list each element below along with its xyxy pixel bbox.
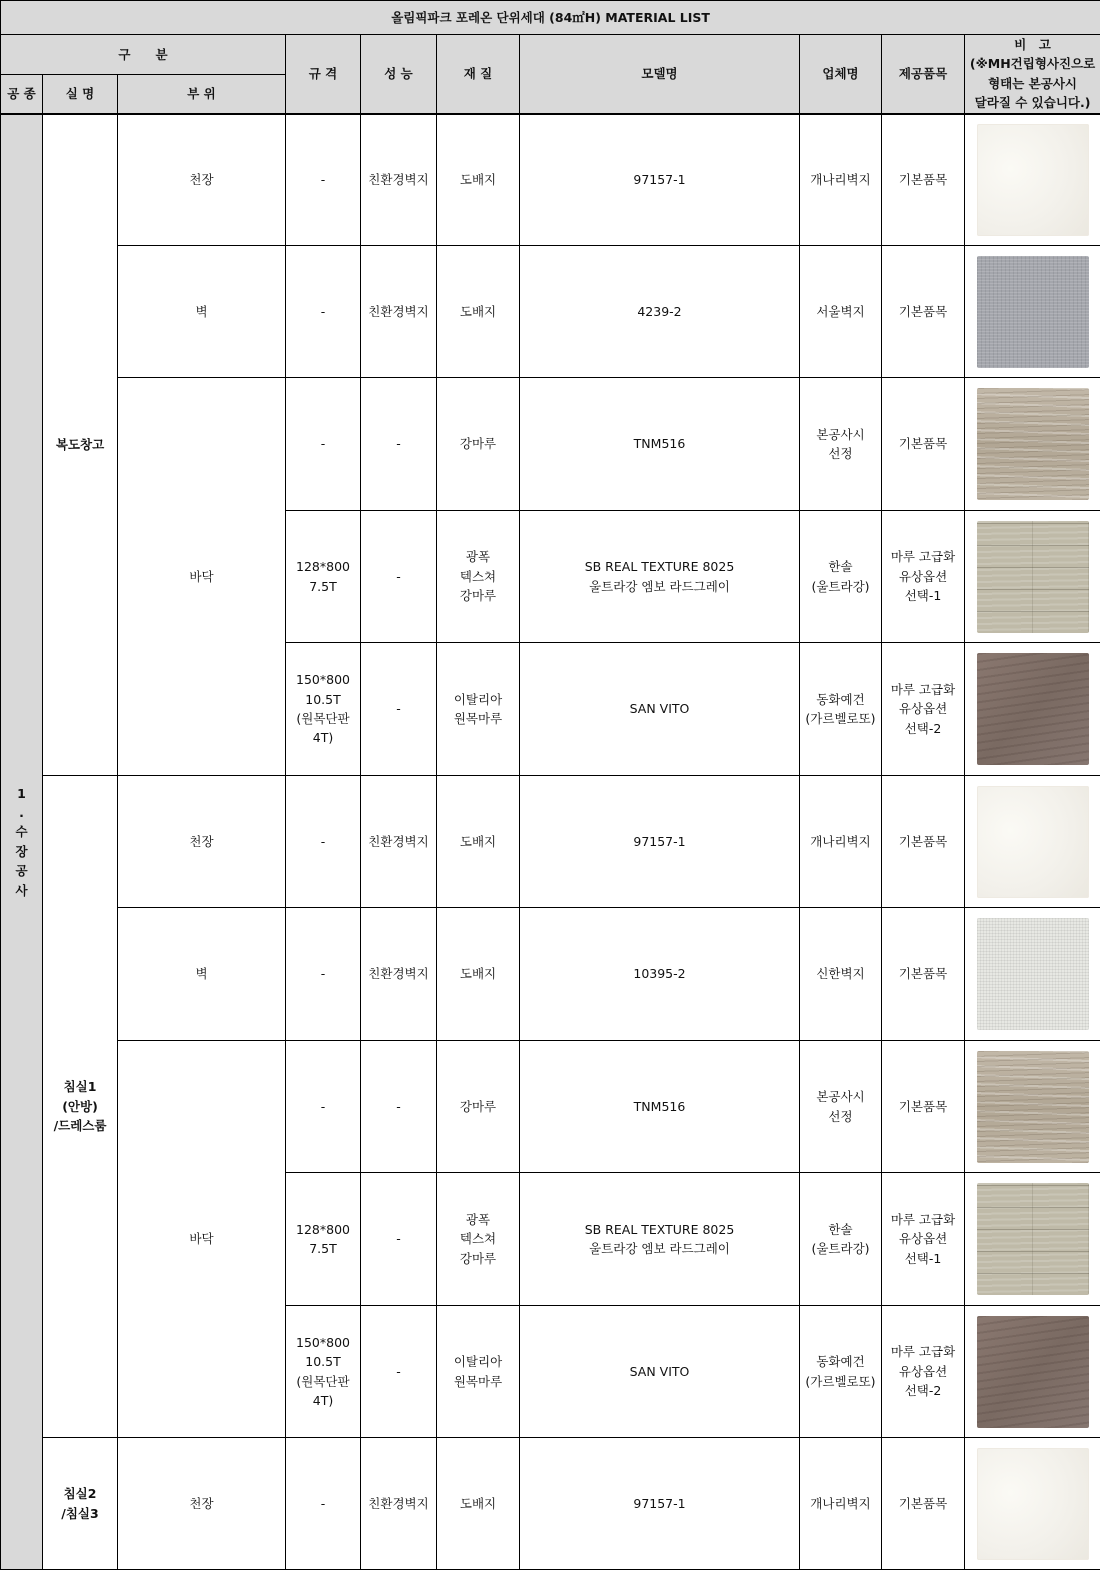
performance-cell: - (361, 1306, 437, 1438)
performance-cell: - (361, 511, 437, 643)
supplied-item-cell: 마루 고급화 유상옵션 선택-1 (882, 1173, 965, 1306)
sheet-title: 올림픽파크 포레온 단위세대 (84㎡H) MATERIAL LIST (1, 1, 1100, 35)
supplied-item-cell: 기본품목 (882, 114, 965, 246)
spec-cell: - (286, 114, 361, 246)
header-vendor: 업체명 (800, 35, 882, 114)
swatch-cell (965, 1173, 1100, 1306)
supplied-item-cell: 마루 고급화 유상옵션 선택-2 (882, 643, 965, 776)
model-cell: TNM516 (520, 1041, 800, 1173)
vendor-cell: 동화예건 (가르벨로또) (800, 1306, 882, 1438)
performance-cell: 친환경벽지 (361, 776, 437, 908)
swatch-dark-wood (977, 1316, 1089, 1428)
header-model: 모델명 (520, 35, 800, 114)
material-cell: 광폭 텍스쳐 강마루 (437, 1173, 520, 1306)
supplied-item-cell: 기본품목 (882, 908, 965, 1041)
header-material: 재 질 (437, 35, 520, 114)
swatch-cell (965, 776, 1100, 908)
material-cell: 도배지 (437, 1438, 520, 1570)
swatch-dark-wood (977, 653, 1089, 765)
model-cell: 97157-1 (520, 1438, 800, 1570)
table-row (1, 776, 1100, 908)
header-remarks: 비 고 (※MH건립형사진으로 형태는 본공사시 달라질 수 있습니다.) (965, 35, 1100, 114)
spec-cell: 150*800 10.5T (원목단판 4T) (286, 1306, 361, 1438)
trade-cell: 1 . 수 장 공 사 (1, 114, 43, 1570)
spec-cell: - (286, 908, 361, 1041)
swatch-white-paper (977, 786, 1089, 898)
model-cell: SAN VITO (520, 643, 800, 776)
table-row (1, 246, 1100, 378)
header-supplied-item: 제공품목 (882, 35, 965, 114)
swatch-light-wood-grain (977, 388, 1089, 500)
header-gubun: 구 분 (1, 35, 286, 75)
supplied-item-cell: 마루 고급화 유상옵션 선택-2 (882, 1306, 965, 1438)
vendor-cell: 신한벽지 (800, 908, 882, 1041)
header-area: 부 위 (118, 74, 286, 114)
material-cell: 도배지 (437, 246, 520, 378)
header-performance: 성 능 (361, 35, 437, 114)
supplied-item-cell: 기본품목 (882, 246, 965, 378)
supplied-item-cell: 기본품목 (882, 1041, 965, 1173)
header-trade: 공 종 (1, 74, 43, 114)
area-cell: 벽 (118, 246, 286, 378)
swatch-cell (965, 114, 1100, 246)
swatch-cell (965, 643, 1100, 776)
performance-cell: 친환경벽지 (361, 908, 437, 1041)
area-cell: 바닥 (118, 1041, 286, 1438)
vendor-cell: 개나리벽지 (800, 1438, 882, 1570)
supplied-item-cell: 기본품목 (882, 378, 965, 511)
swatch-cell (965, 1438, 1100, 1570)
room-cell: 침실1 (안방) /드레스룸 (43, 776, 118, 1438)
material-cell: 도배지 (437, 776, 520, 908)
spec-cell: - (286, 1438, 361, 1570)
model-cell: SB REAL TEXTURE 8025 울트라강 엠보 라드그레이 (520, 511, 800, 643)
vendor-cell: 한솔 (울트라강) (800, 511, 882, 643)
material-cell: 도배지 (437, 114, 520, 246)
swatch-white-linen (977, 918, 1089, 1030)
model-cell: SAN VITO (520, 1306, 800, 1438)
performance-cell: 친환경벽지 (361, 246, 437, 378)
performance-cell: - (361, 643, 437, 776)
spec-cell: - (286, 246, 361, 378)
vendor-cell: 본공사시 선정 (800, 378, 882, 511)
model-cell: 4239-2 (520, 246, 800, 378)
vendor-cell: 개나리벽지 (800, 114, 882, 246)
spec-cell: 150*800 10.5T (원목단판 4T) (286, 643, 361, 776)
material-cell: 이탈리아 원목마루 (437, 1306, 520, 1438)
spec-cell: - (286, 776, 361, 908)
swatch-cell (965, 246, 1100, 378)
swatch-cell (965, 378, 1100, 511)
table-row (1, 908, 1100, 1041)
table-row (1, 378, 1100, 511)
table-row (1, 1041, 1100, 1173)
header-spec: 규 격 (286, 35, 361, 114)
material-cell: 강마루 (437, 1041, 520, 1173)
performance-cell: - (361, 1173, 437, 1306)
vendor-cell: 본공사시 선정 (800, 1041, 882, 1173)
performance-cell: - (361, 378, 437, 511)
spec-cell: - (286, 1041, 361, 1173)
area-cell: 천장 (118, 776, 286, 908)
supplied-item-cell: 마루 고급화 유상옵션 선택-1 (882, 511, 965, 643)
model-cell: 97157-1 (520, 776, 800, 908)
area-cell: 벽 (118, 908, 286, 1041)
material-cell: 광폭 텍스쳐 강마루 (437, 511, 520, 643)
room-cell: 침실2 /침실3 (43, 1438, 118, 1570)
area-cell: 천장 (118, 1438, 286, 1570)
model-cell: TNM516 (520, 378, 800, 511)
swatch-gray-wood-plank (977, 1183, 1089, 1295)
swatch-cell (965, 1306, 1100, 1438)
swatch-cell (965, 1041, 1100, 1173)
vendor-cell: 한솔 (울트라강) (800, 1173, 882, 1306)
swatch-gray-fabric (977, 256, 1089, 368)
material-cell: 강마루 (437, 378, 520, 511)
performance-cell: - (361, 1041, 437, 1173)
material-cell: 도배지 (437, 908, 520, 1041)
performance-cell: 친환경벽지 (361, 1438, 437, 1570)
vendor-cell: 동화예건 (가르벨로또) (800, 643, 882, 776)
swatch-cell (965, 511, 1100, 643)
area-cell: 바닥 (118, 378, 286, 776)
area-cell: 천장 (118, 114, 286, 246)
table-row (1, 114, 1100, 246)
model-cell: 97157-1 (520, 114, 800, 246)
swatch-white-paper (977, 124, 1089, 236)
swatch-light-wood-grain (977, 1051, 1089, 1163)
vendor-cell: 개나리벽지 (800, 776, 882, 908)
vendor-cell: 서울벽지 (800, 246, 882, 378)
swatch-white-paper (977, 1448, 1089, 1560)
spec-cell: - (286, 378, 361, 511)
model-cell: 10395-2 (520, 908, 800, 1041)
spec-cell: 128*800 7.5T (286, 1173, 361, 1306)
header-room: 실 명 (43, 74, 118, 114)
table-row (1, 1438, 1100, 1570)
performance-cell: 친환경벽지 (361, 114, 437, 246)
swatch-cell (965, 908, 1100, 1041)
supplied-item-cell: 기본품목 (882, 776, 965, 908)
spec-cell: 128*800 7.5T (286, 511, 361, 643)
room-cell: 복도창고 (43, 114, 118, 776)
swatch-gray-wood-plank (977, 521, 1089, 633)
material-cell: 이탈리아 원목마루 (437, 643, 520, 776)
supplied-item-cell: 기본품목 (882, 1438, 965, 1570)
model-cell: SB REAL TEXTURE 8025 울트라강 엠보 라드그레이 (520, 1173, 800, 1306)
